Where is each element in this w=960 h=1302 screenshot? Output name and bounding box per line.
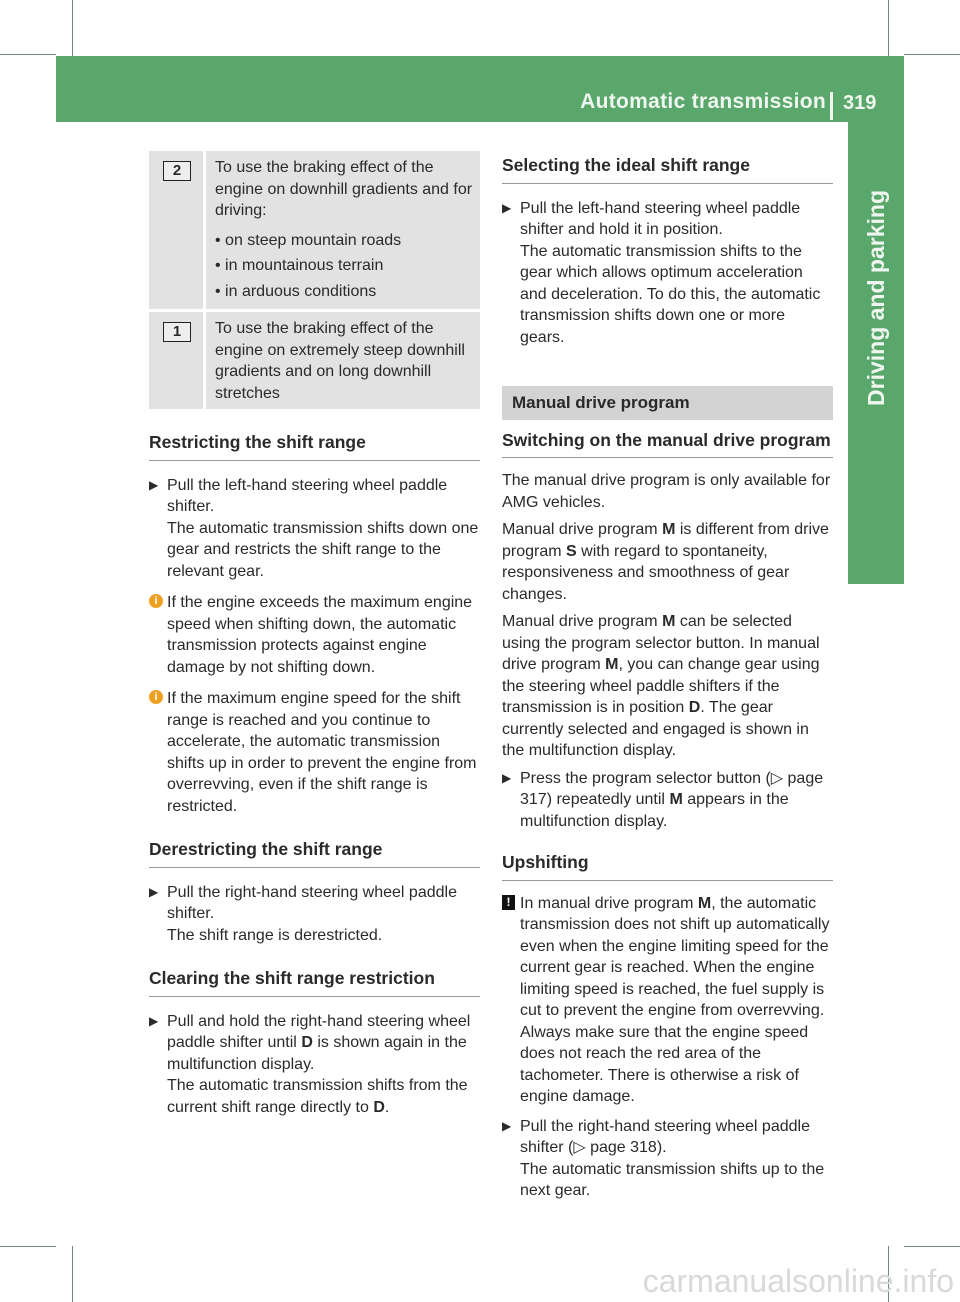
section-heading: Restricting the shift range	[149, 432, 480, 461]
section-heading: Upshifting	[502, 852, 833, 881]
warning-note: ! In manual drive program M, the automatic transmission does not shift up automatically even when the engine limiting speed for the current gear is reached. When the engine limiting speed is reached, the fuel supply is cut to prevent the engine from overrevving. Always make sure that the engine speed does not reach the red area of the tachometer. There is otherwise a risk of engine damage.	[502, 893, 833, 1108]
section-heading: Selecting the ideal shift range	[502, 155, 833, 184]
row-text	[215, 157, 474, 304]
gear-key-2: 2	[163, 161, 191, 181]
list-item: • in arduous conditions	[215, 279, 474, 305]
section-heading: Switching on the manual drive program	[502, 430, 833, 459]
crop-mark	[72, 1246, 73, 1302]
row-description: To use the braking effect of the engine on downhill gradients and for driving:	[215, 159, 473, 219]
left-column	[149, 432, 480, 1118]
crop-mark	[888, 0, 889, 56]
warning-icon: !	[502, 895, 515, 910]
row-description: To use the braking effect of the engine on extremely steep downhill gradients and on long downhill stretches	[215, 320, 465, 402]
instruction-step: ▶ Pull and hold the right-hand steering wheel paddle shifter until D is shown again in the multifunction display. The automatic transmission shifts from the current shift range directly to D.	[149, 1012, 471, 1116]
bullet-list	[215, 228, 474, 305]
instruction-step: ▶ Press the program selector button (▷ page 317) repeatedly until M appears in the multifunction display.	[502, 769, 824, 830]
instruction-step: ▶ Pull the right-hand steering wheel paddle shifter. The shift range is derestricted.	[149, 883, 457, 944]
step-arrow-icon: ▶	[502, 200, 512, 215]
crop-mark	[0, 1246, 56, 1247]
paragraph: Manual drive program M can be selected using the program selector button. In manual drive program M, you can change gear using the steering wheel paddle shifters if the transmission is in position D. The gear currently selected and engaged is shown in the multifunction display.	[502, 613, 820, 759]
info-note: i If the engine exceeds the maximum engine speed when shifting down, the automatic transmission protects against engine damage by not shifting down.	[149, 592, 480, 678]
key-cell	[149, 151, 206, 309]
section-heading: Derestricting the shift range	[149, 839, 480, 868]
crop-mark	[72, 0, 73, 56]
paragraph: Manual drive program M is different from drive program S with regard to spontaneity, responsiveness and smoothness of gear changes.	[502, 521, 829, 603]
step-arrow-icon: ▶	[149, 1013, 159, 1028]
gear-key-1: 1	[163, 322, 191, 342]
step-arrow-icon: ▶	[149, 477, 159, 492]
step-arrow-icon: ▶	[149, 884, 159, 899]
page-title: Automatic transmission	[580, 90, 826, 113]
right-column	[502, 155, 833, 1202]
table-row	[149, 151, 480, 309]
page-number: 319	[843, 92, 877, 114]
section-banner: Manual drive program	[502, 386, 833, 420]
list-item: • in mountainous terrain	[215, 253, 474, 279]
crop-mark	[904, 54, 960, 55]
list-item: • on steep mountain roads	[215, 228, 474, 254]
table-row	[149, 312, 480, 409]
key-cell	[149, 312, 206, 409]
instruction-step: ▶ Pull the left-hand steering wheel paddle shifter. The automatic transmission shifts down one gear and restricts the shift range to the relevant gear.	[149, 476, 479, 580]
instruction-step: ▶ Pull the right-hand steering wheel paddle shifter (▷ page 318). The automatic transmission shifts up to the next gear.	[502, 1117, 825, 1199]
row-text	[215, 318, 474, 404]
info-note: i If the maximum engine speed for the shift range is reached and you continue to accelerate, the automatic transmission shifts up in order to prevent the engine from overrevving, even if the shift range is restricted.	[149, 688, 480, 817]
info-icon: i	[149, 594, 163, 608]
side-tab-label: Driving and parking	[863, 190, 889, 406]
info-icon: i	[149, 690, 163, 704]
header-divider	[830, 92, 833, 120]
side-tab-block	[848, 542, 904, 584]
step-arrow-icon: ▶	[502, 1118, 512, 1133]
crop-mark	[904, 1246, 960, 1247]
watermark: carmanualsonline.info	[642, 1263, 954, 1299]
paragraph: The manual drive program is only available for AMG vehicles.	[502, 472, 831, 511]
instruction-step: ▶ Pull the left-hand steering wheel paddle shifter and hold it in position. The automatic transmission shifts to the gear which allows optimum acceleration and deceleration. To do this, the automatic transmission shifts down one or more gears.	[502, 199, 821, 346]
step-arrow-icon: ▶	[502, 770, 512, 785]
crop-mark	[0, 54, 56, 55]
section-heading: Clearing the shift range restriction	[149, 968, 480, 997]
